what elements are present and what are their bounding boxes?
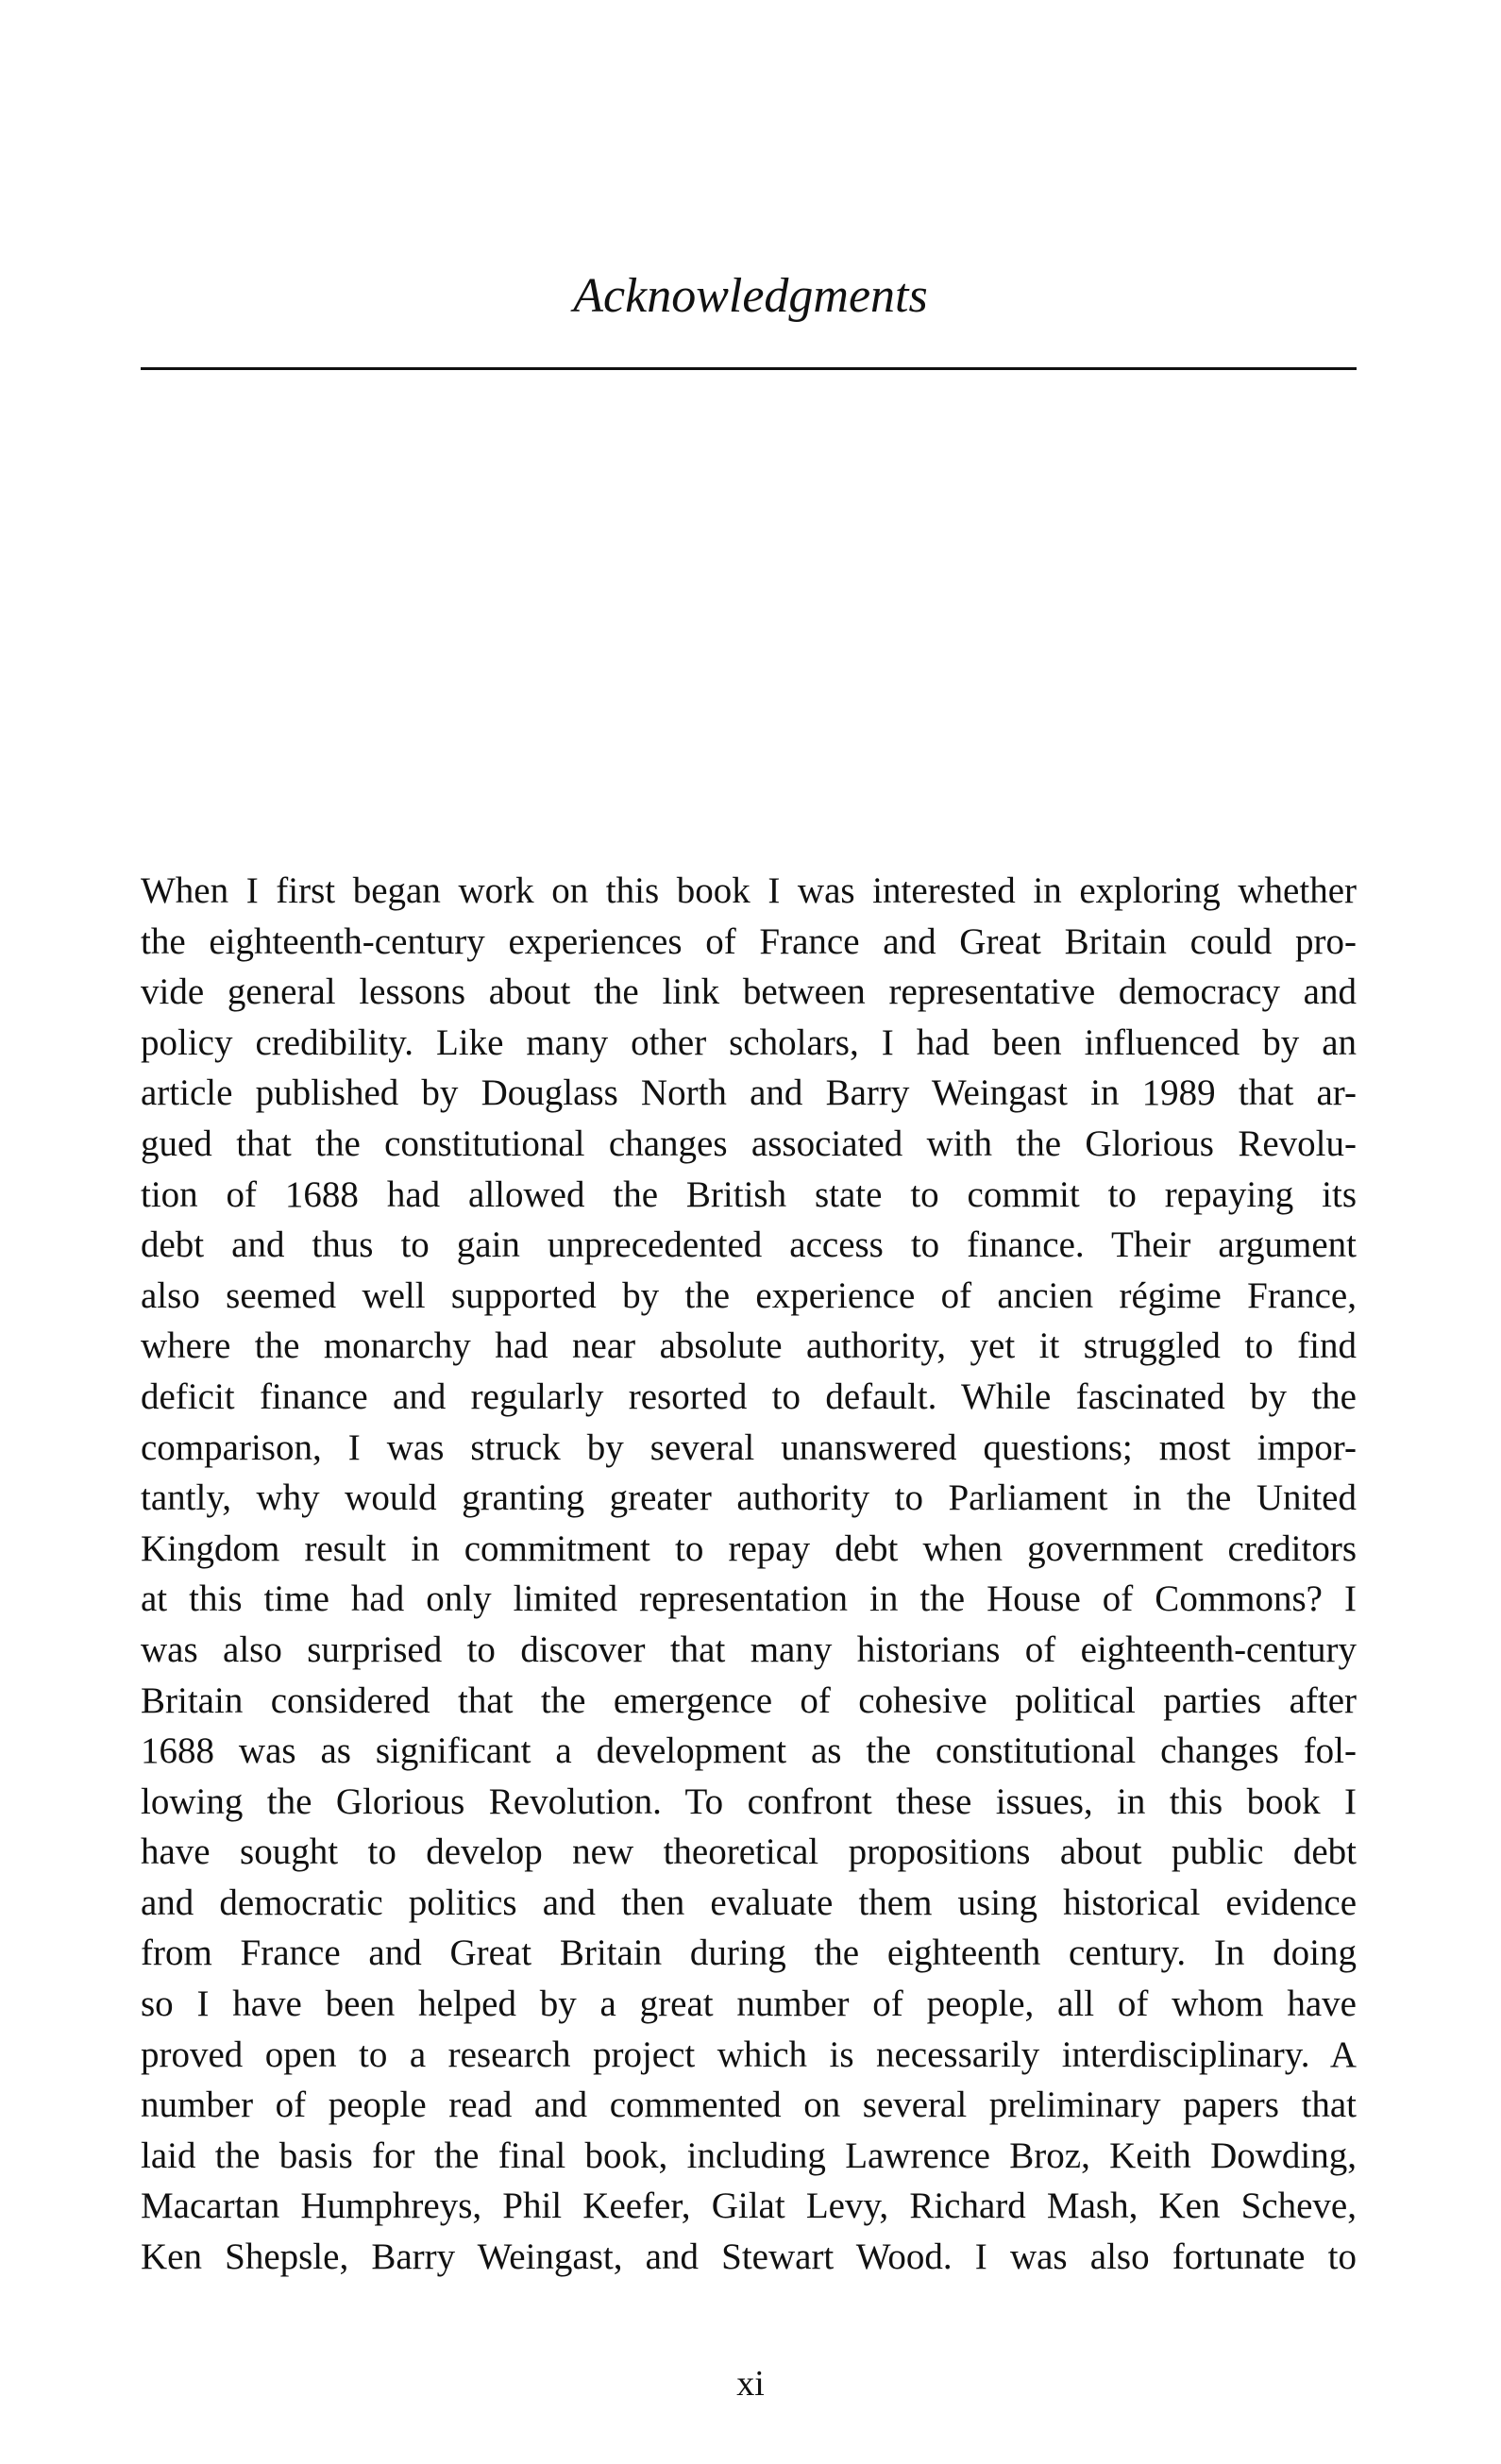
text-line: where the monarchy had near absolute authority, yet it struggled to find (141, 1325, 1357, 1367)
text-line: lowing the Glorious Revolution. To confront these issues, in this book I (141, 1780, 1357, 1822)
text-line: so I have been helped by a great number of people, all of whom have (141, 1983, 1357, 2025)
text-line: 1688 was as significant a development as the constitutional changes fol- (141, 1730, 1357, 1772)
text-line: debt and thus to gain unprecedented access to finance. Their argument (141, 1224, 1357, 1266)
title-rule (141, 367, 1357, 370)
text-line: tantly, why would granting greater authority to Parliament in the United (141, 1477, 1357, 1519)
text-line: from France and Great Britain during the eighteenth century. In doing (141, 1932, 1357, 1974)
text-line: tion of 1688 had allowed the British state to commit to repaying its (141, 1173, 1357, 1215)
text-line: also seemed well supported by the experience of ancien régime France, (141, 1274, 1357, 1316)
page-number: xi (736, 2364, 765, 2404)
text-line: Macartan Humphreys, Phil Keefer, Gilat Levy, Richard Mash, Ken Scheve, (141, 2186, 1357, 2227)
text-line: Britain considered that the emergence of cohesive political parties after (141, 1679, 1357, 1721)
page-title: Acknowledgments (573, 269, 928, 323)
text-line: laid the basis for the final book, including Lawrence Broz, Keith Dowding, (141, 2135, 1357, 2176)
text-line: vide general lessons about the link between representative democracy and (141, 971, 1357, 1013)
text-line: policy credibility. Like many other scholars, I had been influenced by an (141, 1021, 1357, 1063)
text-line: the eighteenth-century experiences of France and Great Britain could pro- (141, 920, 1357, 962)
text-line: article published by Douglass North and Barry Weingast in 1989 that ar- (141, 1072, 1357, 1114)
text-line: comparison, I was struck by several unanswered questions; most impor- (141, 1426, 1357, 1468)
text-line: Ken Shepsle, Barry Weingast, and Stewart Wood. I was also fortunate to (141, 2236, 1357, 2278)
text-line: deficit finance and regularly resorted to default. While fascinated by the (141, 1375, 1357, 1417)
body-text (141, 866, 1357, 2283)
text-line: gued that the constitutional changes associated with the Glorious Revolu- (141, 1122, 1357, 1164)
text-line: was also surprised to discover that many historians of eighteenth-century (141, 1629, 1357, 1670)
text-line: and democratic politics and then evaluate them using historical evidence (141, 1882, 1357, 1923)
text-line: at this time had only limited representation in the House of Commons? I (141, 1578, 1357, 1620)
text-line: When I first began work on this book I was interested in exploring whether (141, 870, 1357, 911)
text-line: number of people read and commented on several preliminary papers that (141, 2084, 1357, 2126)
text-line: have sought to develop new theoretical propositions about public debt (141, 1831, 1357, 1873)
text-line: Kingdom result in commitment to repay debt when government creditors (141, 1527, 1357, 1569)
text-line: proved open to a research project which is necessarily interdisciplinary. A (141, 2034, 1357, 2075)
